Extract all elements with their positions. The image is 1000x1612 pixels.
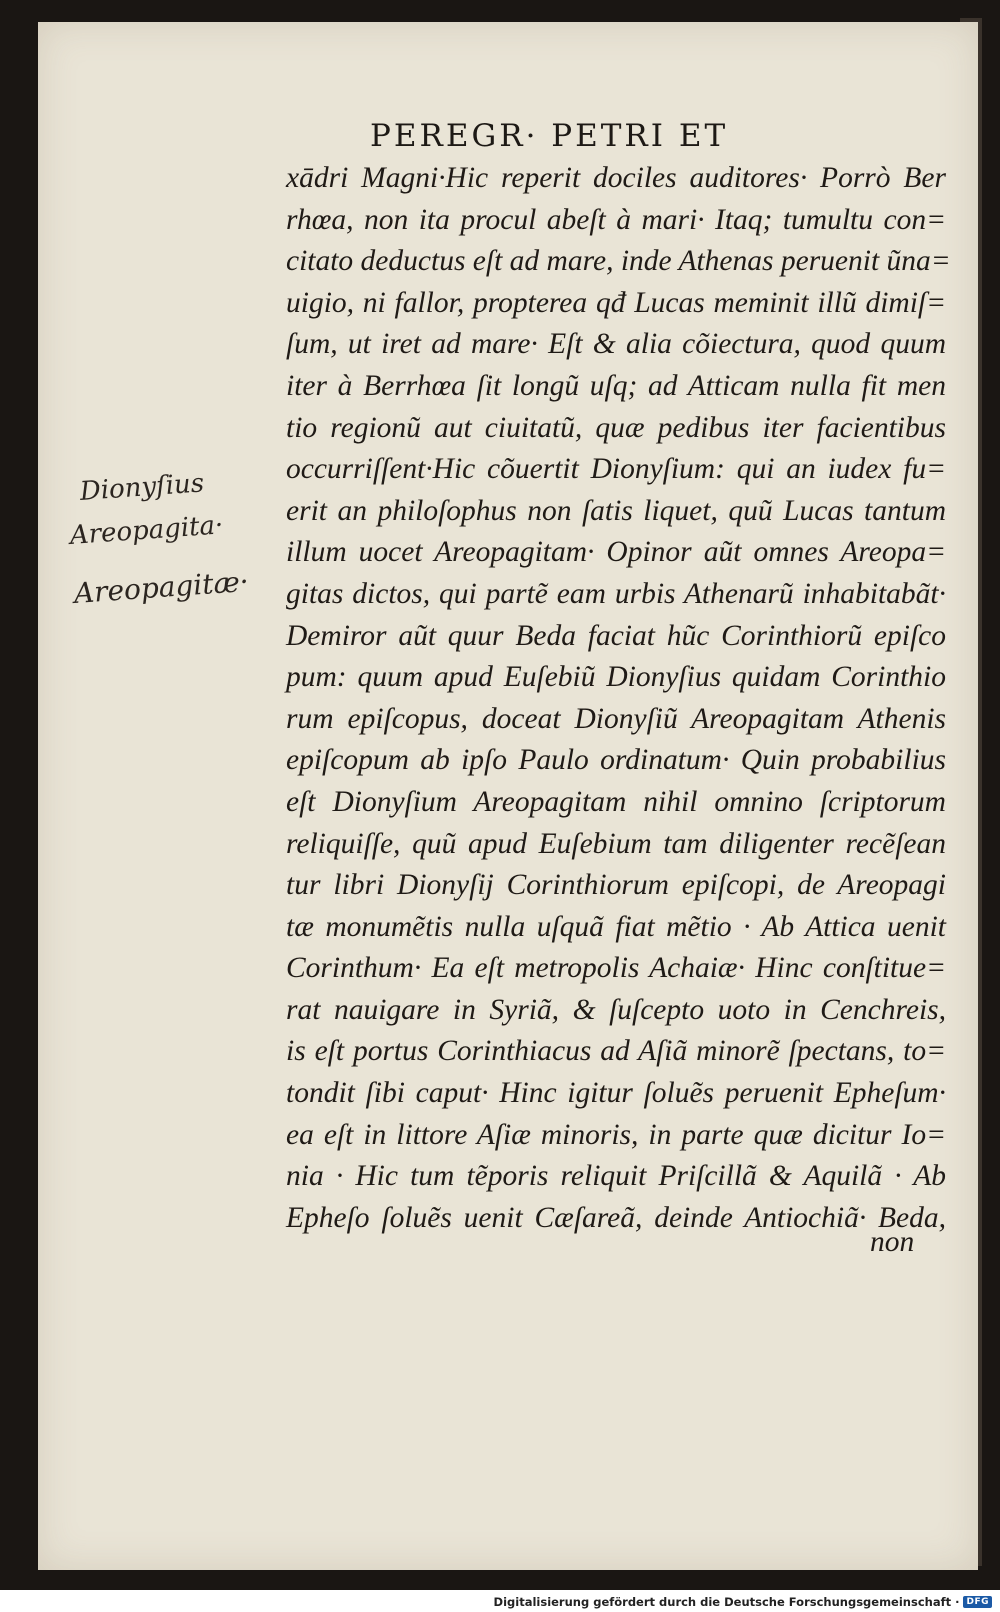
text-line: occurriſſent·Hic cõuertit Dionyſium: qui an iudex fu=: [286, 453, 946, 486]
text-line: is eſt portus Corinthiacus ad Aſiã minorẽ ſpectans, to=: [286, 1035, 946, 1068]
margin-note: Areopagita·: [68, 510, 225, 551]
text-line: ea eſt in littore Aſiæ minoris, in parte quæ dicitur Io=: [286, 1118, 946, 1151]
text-line: xādri Magni·Hic reperit dociles auditores· Porrò Ber: [286, 162, 946, 194]
running-head: PEREGR· PETRI ET: [370, 118, 729, 154]
text-line: rhœa, non ita procul abeſt à mari· Itaq; tumultu con=: [286, 203, 946, 236]
text-line: gitas dictos, qui partẽ eam urbis Athenarũ inhabitabãt·: [286, 577, 946, 610]
text-line: tæ monumẽtis nulla uſquã fiat mẽtio · Ab Attica uenit: [286, 910, 946, 943]
catchword: non: [870, 1226, 915, 1258]
marginalia: [62, 470, 272, 616]
text-line: Demiror aũt quur Beda faciat hũc Corinthiorũ epiſco: [286, 619, 946, 652]
text-line: nia · Hic tum tẽporis reliquit Priſcillã & Aquilã · Ab: [286, 1160, 946, 1193]
text-line: erit an philoſophus non ſatis liquet, quũ Lucas tantum: [286, 494, 946, 527]
text-line: illum uocet Areopagitam· Opinor aũt omnes Areopa=: [286, 536, 946, 569]
text-line: tio regionũ aut ciuitatũ, quæ pedibus iter facientibus: [286, 411, 946, 444]
text-line: epiſcopum ab ipſo Paulo ordinatum· Quin probabilius: [286, 744, 946, 777]
text-line: eſt Dionyſium Areopagitam nihil omnino ſcriptorum: [286, 785, 946, 818]
dfg-logo[interactable]: DFG: [963, 1596, 992, 1608]
digitization-footer: [494, 1595, 992, 1609]
text-line: rat nauigare in Syriã, & ſuſcepto uoto in Cenchreis,: [286, 993, 946, 1026]
text-line: tur libri Dionyſij Corinthiorum epiſcopi, de Areopagi: [286, 869, 946, 902]
text-line: uigio, ni fallor, propterea qđ Lucas meminit illũ dimiſ=: [286, 286, 946, 319]
text-line: tondit ſibi caput· Hinc igitur ſoluẽs peruenit Epheſum·: [286, 1077, 946, 1110]
text-line: pum: quum apud Euſebiũ Dionyſius quidam Corinthio: [286, 661, 946, 694]
body-text: [286, 158, 951, 1239]
text-line: reliquiſſe, quũ apud Euſebium tam diligenter recẽſean: [286, 827, 946, 860]
margin-note: Dionyſius: [78, 468, 206, 507]
text-line: citato deductus eſt ad mare, inde Athenas peruenit ũna=: [286, 245, 951, 278]
text-line: Corinthum· Ea eſt metropolis Achaiæ· Hinc conſtitue=: [286, 952, 946, 985]
text-line: rum epiſcopus, doceat Dionyſiũ Areopagitam Athenis: [286, 702, 946, 735]
text-line: iter à Berrhœa ſit longũ uſq; ad Atticam nulla fit men: [286, 369, 946, 402]
text-line: ſum, ut iret ad mare· Eſt & alia cõiectura, quod quum: [286, 328, 946, 361]
text-line: Epheſo ſoluẽs uenit Cæſareã, deinde Antiochiã· Beda,: [286, 1201, 946, 1234]
margin-note: Areopagitæ·: [72, 564, 250, 610]
footer-credit: Digitalisierung gefördert durch die Deutsche Forschungsgemeinschaft ·: [493, 1595, 960, 1609]
